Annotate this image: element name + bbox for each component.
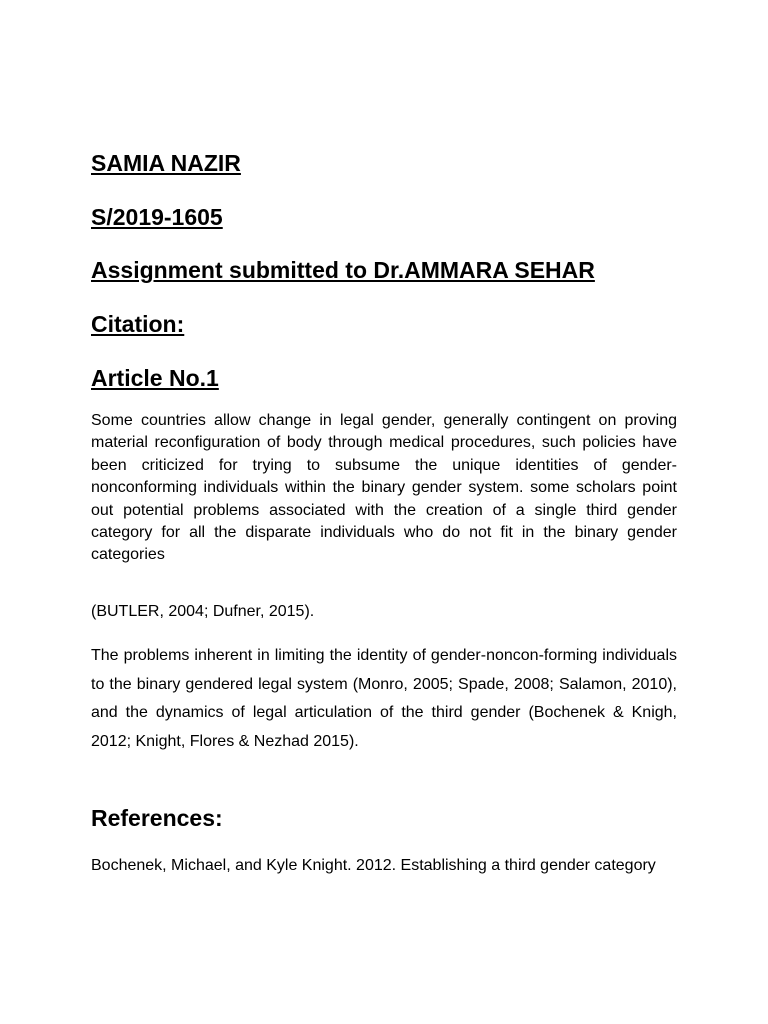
paragraph-1: Some countries allow change in legal gender, generally contingent on proving material reconfiguration of body through medical procedures, such policies have been criticized for trying to subsume the unique identities of gender-nonconforming individuals within the binary gender system. some scholars point out potential problems associated with the creation of a single third gender category for all the disparate individuals who do not fit in the binary gender categories [91,412,677,564]
reference-entry-1: Bochenek, Michael, and Kyle Knight. 2012. Establishing a third gender category [91,857,656,874]
article-heading-text: Article No.1 [91,365,219,391]
paragraph-2: The problems inherent in limiting the identity of gender-noncon-forming individuals to the binary gendered legal system (Monro, 2005; Spade, 2008; Salamon, 2010), and the dynamics of legal articulation of the third gender (Bochenek & Knigh, 2012; Knight, Flores & Nezhad 2015). [91,647,677,750]
author-name: SAMIA NAZIR [91,150,241,176]
article-heading [91,363,219,393]
citation-heading: Citation: [91,311,185,337]
references-heading: References: [91,805,223,831]
assignment-title: Assignment submitted to Dr.AMMARA SEHAR [91,257,595,283]
student-id: S/2019-1605 [91,204,223,230]
citation-1: (BUTLER, 2004; Dufner, 2015). [91,603,315,620]
